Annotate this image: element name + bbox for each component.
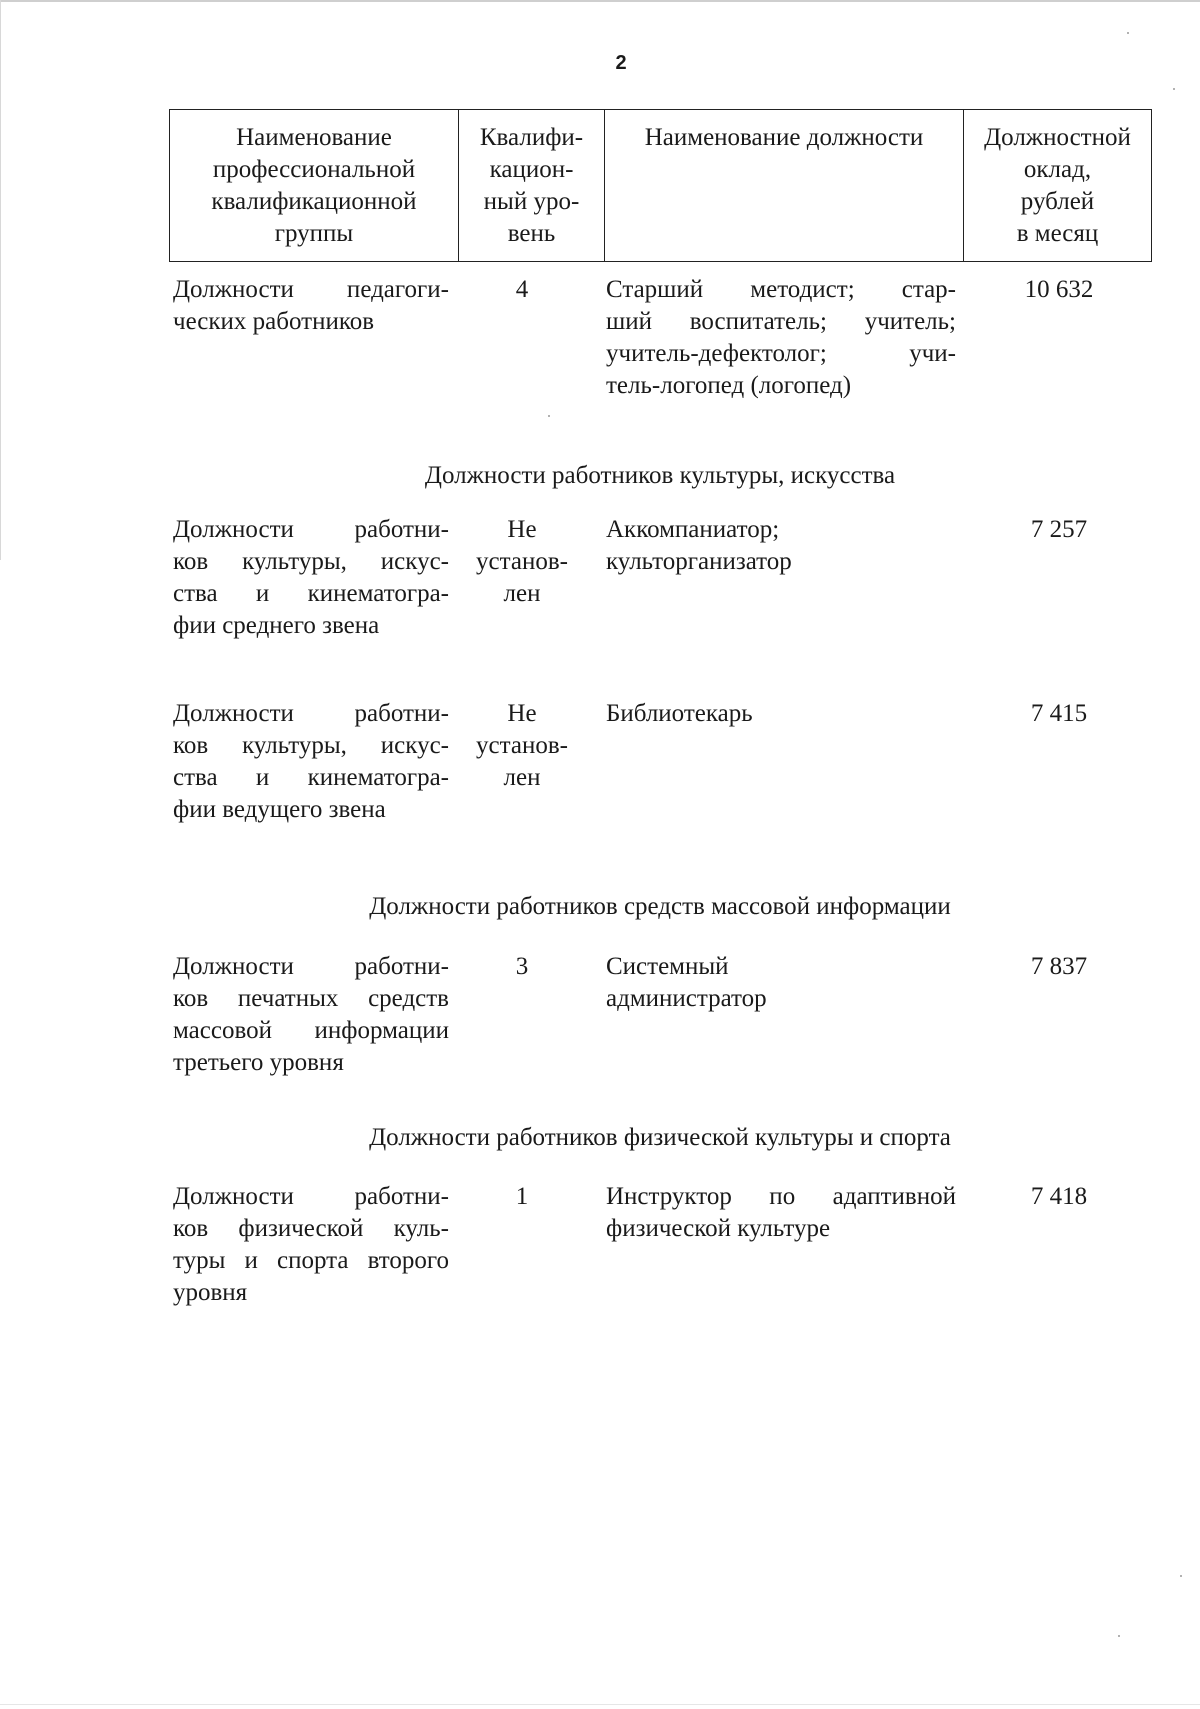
qualification-level-cell: Не установ- лен <box>476 700 568 791</box>
group-name-cell: Должности работни- ков культуры, искус- ства и кинематогра- фии среднего звена <box>173 516 449 639</box>
scan-speck <box>548 415 550 417</box>
scan-speck <box>1180 1575 1182 1577</box>
table-header-row <box>170 110 1152 262</box>
header-group-name: Наименование профессиональной квалификационной группы <box>170 110 459 262</box>
position-name-cell: Аккомпаниатор; культорганизатор <box>606 516 792 575</box>
scan-speck <box>1127 32 1129 34</box>
salary-cell: 7 415 <box>1030 700 1088 727</box>
header-salary: Должностной оклад, рублей в месяц <box>964 110 1152 262</box>
group-name-cell: Должности педагоги- ческих работников <box>173 276 449 335</box>
salary-cell: 7 257 <box>1030 516 1088 543</box>
section-title-sport: Должности работников физической культуры и спорта <box>369 1124 951 1151</box>
salary-cell: 7 837 <box>1030 953 1088 980</box>
position-name-cell: Системный администратор <box>606 953 767 1012</box>
qualification-level-cell: 3 <box>515 953 529 980</box>
scan-speck <box>1118 1635 1120 1637</box>
group-name-cell: Должности работни- ков культуры, искус- ства и кинематогра- фии ведущего звена <box>173 700 449 823</box>
qualification-level-cell: 4 <box>515 276 529 303</box>
header-qualification-level: Квалифи- кацион- ный уро- вень <box>459 110 605 262</box>
qualification-level-cell: Не установ- лен <box>476 516 568 607</box>
group-name-cell: Должности работни- ков печатных средств массовой информации третьего уровня <box>173 953 449 1076</box>
group-name-cell: Должности работни- ков физической куль- туры и спорта второго уровня <box>173 1183 449 1306</box>
section-title-culture: Должности работников культуры, искусства <box>424 462 896 489</box>
scan-bottom-edge <box>0 1704 1200 1705</box>
scan-left-edge <box>0 0 1 560</box>
scan-top-edge <box>0 0 1200 2</box>
scan-speck <box>1173 88 1175 90</box>
position-name-cell: Инструктор по адаптивной физической культуре <box>606 1183 956 1242</box>
salary-cell: 7 418 <box>1030 1183 1088 1210</box>
salary-cell: 10 632 <box>1024 276 1094 303</box>
header-position-name: Наименование должности <box>605 110 964 262</box>
section-title-media: Должности работников средств массовой информации <box>369 893 951 920</box>
position-name-cell: Библиотекарь <box>606 700 753 727</box>
qualification-level-cell: 1 <box>515 1183 529 1210</box>
page-number: 2 <box>615 52 627 74</box>
position-name-cell: Старший методист; стар- ший воспитатель; учитель; учитель-дефектолог; учи- тель-логопед (логопед) <box>606 276 956 399</box>
table-header <box>169 109 1152 262</box>
